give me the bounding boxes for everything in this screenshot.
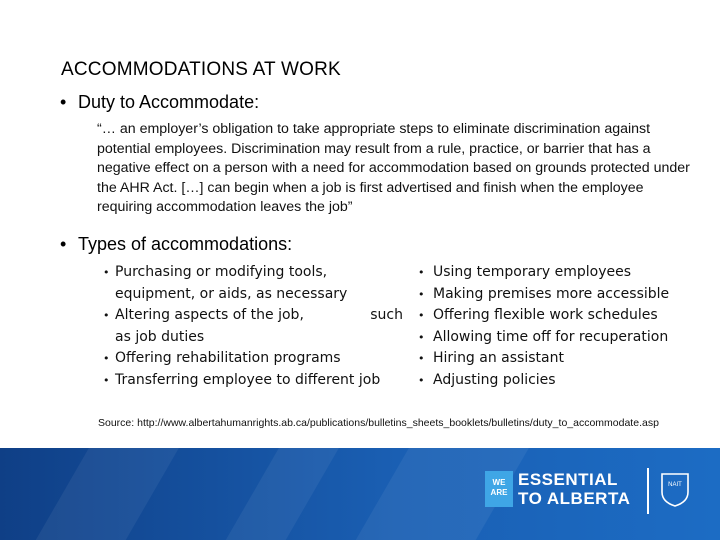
accommodation-list-right xyxy=(418,262,708,391)
banner-divider xyxy=(647,468,649,514)
types-heading xyxy=(60,234,292,255)
list-item xyxy=(103,305,403,327)
list-item: • Purchasing or modifying tools, equipment, or aids, as necessary xyxy=(103,262,403,305)
list-item-text: such xyxy=(370,307,403,323)
logo-text: NAIT xyxy=(668,482,682,488)
essential-tagline xyxy=(518,470,630,508)
duty-quote: “… an employer’s obligation to take appropriate steps to eliminate discrimination against potential employees. Discrimination may result from a rule, practice, or barrier that has a negative effect on a person with a need for accommodation based on grounds protected under the AHR Act. […] can begin when a job is first advertised and finish when the employee requiring accommodation leaves the job” xyxy=(97,121,690,216)
duty-heading-text: Duty to Accommodate: xyxy=(78,92,260,112)
list-item: • Allowing time off for recuperation xyxy=(418,327,708,349)
list-item: • Hiring an assistant xyxy=(418,348,708,370)
list-item: • Offering flexible work schedules xyxy=(418,305,708,327)
footer-banner xyxy=(0,448,720,540)
slide-title: ACCOMMODATIONS AT WORK xyxy=(61,59,341,80)
bullet-dot: • xyxy=(60,92,67,112)
list-item: • Transferring employee to different job xyxy=(103,370,403,392)
list-item: • Offering rehabilitation programs xyxy=(103,348,403,370)
we-label: WE xyxy=(492,478,506,487)
accommodation-list-left xyxy=(103,262,403,391)
duty-heading xyxy=(60,92,259,113)
list-item: • Using temporary employees xyxy=(418,262,708,284)
tagline-line1: ESSENTIAL xyxy=(518,470,618,489)
list-item: • Making premises more accessible xyxy=(418,284,708,306)
source-citation: Source: http://www.albertahumanrights.ab.ca/publications/bulletins_sheets_booklets/bulletins/duty_to_accommodate.asp xyxy=(98,417,659,429)
list-item-text: • Altering aspects of the job, xyxy=(115,307,304,323)
tagline-line2: TO ALBERTA xyxy=(518,489,631,508)
list-item-continuation: as job duties xyxy=(115,328,205,345)
nait-shield-icon xyxy=(660,472,690,508)
types-heading-text: Types of accommodations: xyxy=(78,234,293,254)
are-label: ARE xyxy=(490,488,508,497)
we-are-badge xyxy=(485,471,513,507)
list-item: • Adjusting policies xyxy=(418,370,708,392)
bullet-dot: • xyxy=(60,234,67,254)
